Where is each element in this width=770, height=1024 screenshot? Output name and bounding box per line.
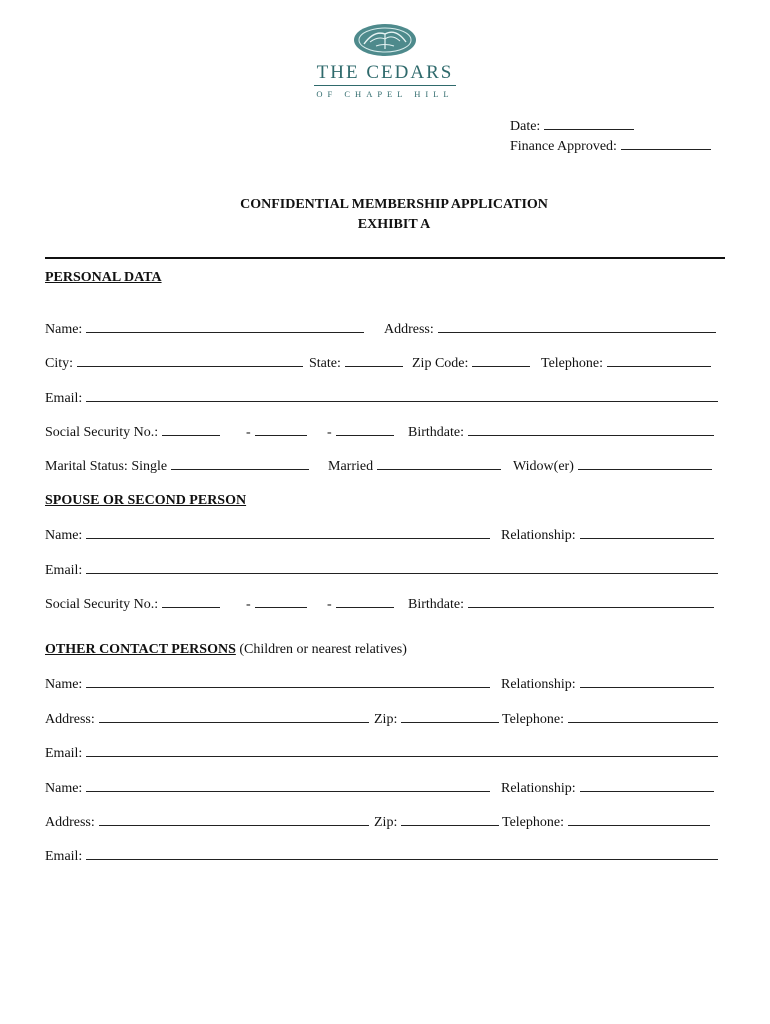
- marital-married-field[interactable]: [328, 458, 501, 475]
- personal-telephone-field[interactable]: [541, 355, 711, 372]
- form-subtitle: EXHIBIT A: [357, 217, 431, 232]
- contact2-address-field[interactable]: [45, 814, 369, 831]
- ssn-dash: -: [327, 425, 332, 440]
- spouse-name-field[interactable]: [45, 527, 490, 544]
- cedars-logo: [300, 22, 470, 102]
- address-label: Address:: [45, 815, 95, 830]
- finance-approved-field[interactable]: [510, 138, 711, 155]
- ssn-label: Social Security No.:: [45, 597, 159, 612]
- relationship-label: Relationship:: [501, 677, 576, 692]
- personal-ssn-field[interactable]: [45, 424, 220, 441]
- marital-single-field[interactable]: [45, 458, 309, 475]
- contact1-email-field[interactable]: [45, 745, 718, 762]
- personal-city-field[interactable]: [45, 355, 303, 372]
- telephone-label: Telephone:: [502, 815, 564, 830]
- personal-ssn-part2[interactable]: [246, 424, 307, 441]
- ssn-dash: -: [246, 425, 251, 440]
- email-label: Email:: [45, 391, 83, 406]
- finance-approved-label: Finance Approved:: [510, 139, 617, 154]
- relationship-label: Relationship:: [501, 528, 576, 543]
- email-label: Email:: [45, 849, 83, 864]
- personal-address-field[interactable]: [384, 321, 716, 338]
- contact1-address-field[interactable]: [45, 711, 369, 728]
- date-field[interactable]: [510, 118, 634, 135]
- name-label: Name:: [45, 528, 83, 543]
- zip-label: Zip:: [374, 815, 398, 830]
- telephone-label: Telephone:: [502, 712, 564, 727]
- ssn-dash: -: [246, 597, 251, 612]
- telephone-label: Telephone:: [541, 356, 603, 371]
- other-contacts-heading: OTHER CONTACT PERSONS: [45, 642, 236, 657]
- contact2-name-field[interactable]: [45, 780, 490, 797]
- personal-email-field[interactable]: [45, 390, 718, 407]
- personal-state-field[interactable]: [309, 355, 403, 372]
- ssn-label: Social Security No.:: [45, 425, 159, 440]
- personal-birthdate-field[interactable]: [408, 424, 714, 441]
- email-label: Email:: [45, 563, 83, 578]
- state-label: State:: [309, 356, 341, 371]
- name-label: Name:: [45, 781, 83, 796]
- marital-status-label: Marital Status: Single: [45, 459, 168, 474]
- contact1-name-field[interactable]: [45, 676, 490, 693]
- personal-data-heading: PERSONAL DATA: [45, 270, 162, 285]
- spouse-ssn-field[interactable]: [45, 596, 220, 613]
- birthdate-label: Birthdate:: [408, 425, 464, 440]
- form-title: CONFIDENTIAL MEMBERSHIP APPLICATION: [240, 197, 548, 212]
- married-label: Married: [328, 459, 374, 474]
- zip-label: Zip:: [374, 712, 398, 727]
- city-label: City:: [45, 356, 74, 371]
- other-contacts-note: (Children or nearest relatives): [239, 642, 407, 657]
- zip-label: Zip Code:: [412, 356, 469, 371]
- personal-name-field[interactable]: [45, 321, 364, 338]
- contact2-zip-field[interactable]: [374, 814, 499, 831]
- contact1-relationship-field[interactable]: [501, 676, 714, 693]
- contact1-zip-field[interactable]: [374, 711, 499, 728]
- logo-subtitle: OF CHAPEL HILL: [316, 89, 454, 99]
- personal-zip-field[interactable]: [412, 355, 530, 372]
- ssn-dash: -: [327, 597, 332, 612]
- tree-emblem-icon: [352, 22, 418, 58]
- contact2-email-field[interactable]: [45, 848, 718, 865]
- spouse-birthdate-field[interactable]: [408, 596, 714, 613]
- name-label: Name:: [45, 322, 83, 337]
- spouse-email-field[interactable]: [45, 562, 718, 579]
- logo-name: THE CEDARS: [316, 62, 454, 83]
- spouse-heading: SPOUSE OR SECOND PERSON: [45, 493, 247, 508]
- name-label: Name:: [45, 677, 83, 692]
- spouse-ssn-part3[interactable]: [327, 596, 394, 613]
- email-label: Email:: [45, 746, 83, 761]
- marital-widow-field[interactable]: [513, 458, 712, 475]
- address-label: Address:: [45, 712, 95, 727]
- spouse-ssn-part2[interactable]: [246, 596, 307, 613]
- contact1-telephone-field[interactable]: [502, 711, 718, 728]
- widow-label: Widow(er): [513, 459, 574, 474]
- date-label: Date:: [510, 119, 541, 134]
- contact2-telephone-field[interactable]: [502, 814, 710, 831]
- relationship-label: Relationship:: [501, 781, 576, 796]
- birthdate-label: Birthdate:: [408, 597, 464, 612]
- other-contacts-heading-row: [45, 642, 407, 658]
- spouse-relationship-field[interactable]: [501, 527, 714, 544]
- personal-ssn-part3[interactable]: [327, 424, 394, 441]
- address-label: Address:: [384, 322, 434, 337]
- title-divider: [45, 257, 725, 259]
- contact2-relationship-field[interactable]: [501, 780, 714, 797]
